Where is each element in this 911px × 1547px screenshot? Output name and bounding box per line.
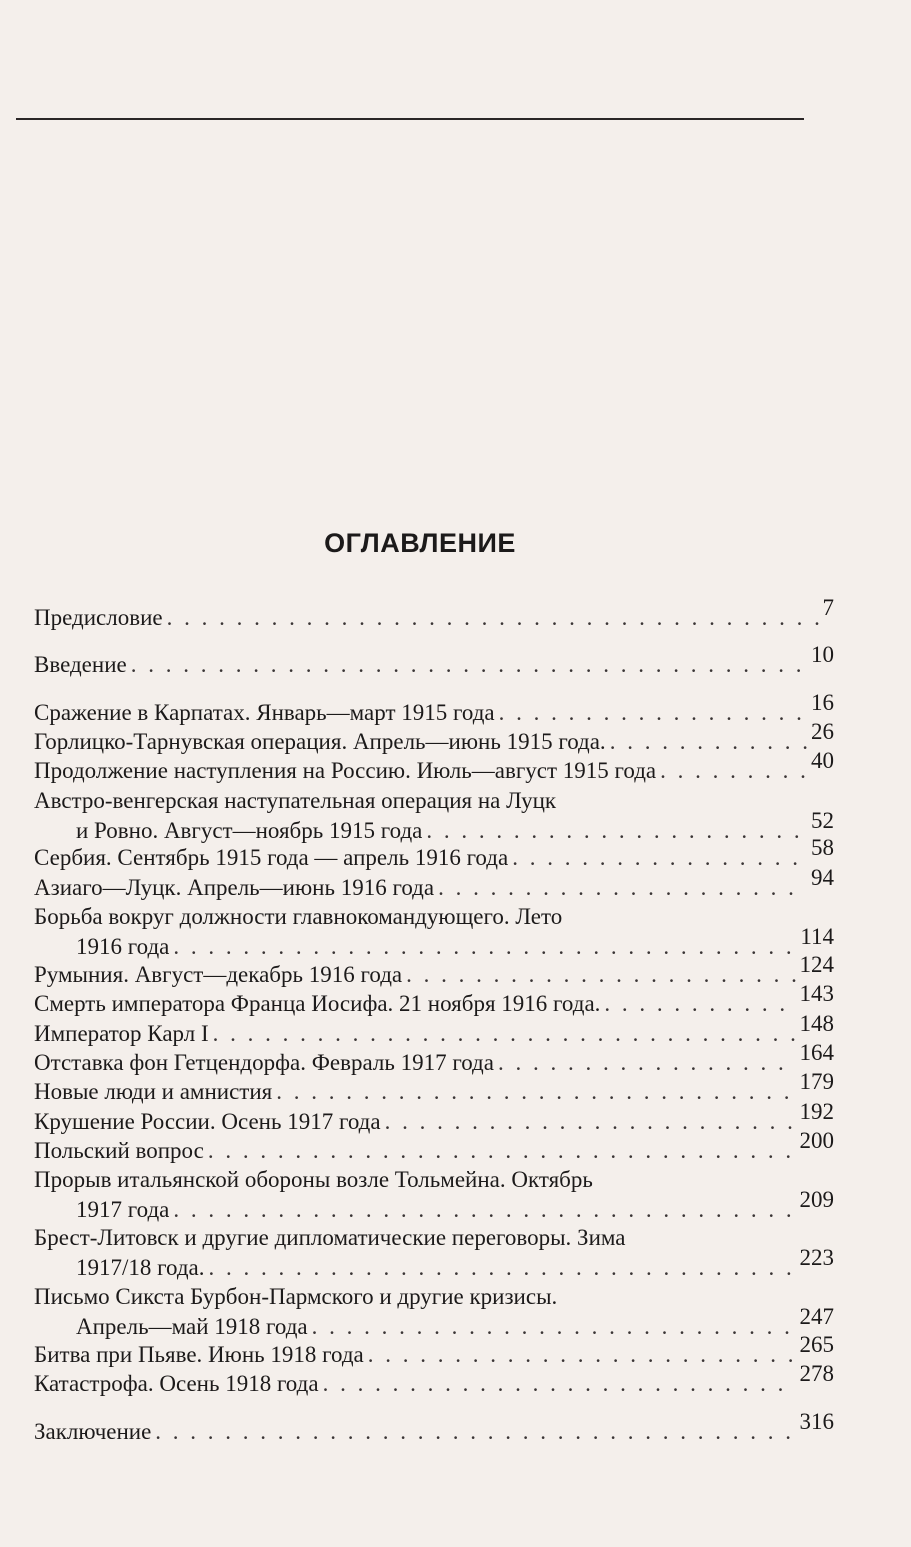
toc-entry-chapter-18[interactable] xyxy=(34,1332,834,1370)
dot-leader xyxy=(438,873,807,903)
toc-entry-chapter-6[interactable] xyxy=(34,865,834,903)
dot-leader xyxy=(499,698,807,728)
toc-entry-page: 223 xyxy=(799,1245,834,1270)
dot-leader xyxy=(209,1253,796,1283)
toc-entry-title: Сербия. Сентябрь 1915 года — апрель 1916 года xyxy=(34,845,509,870)
dot-leader xyxy=(131,650,807,680)
toc-entry-page: 200 xyxy=(799,1128,834,1153)
toc-entry-page: 10 xyxy=(811,642,834,667)
dot-leader xyxy=(498,1048,796,1078)
toc-entry-page: 7 xyxy=(822,595,834,620)
toc-entry-page: 148 xyxy=(799,1011,834,1036)
toc-entry-page: 265 xyxy=(799,1332,834,1357)
toc-entry-title: Введение xyxy=(34,652,127,677)
toc-entry-title: Отставка фон Гетцендорфа. Февраль 1917 года xyxy=(34,1050,494,1075)
toc-entry-chapter-14[interactable] xyxy=(34,1128,834,1166)
toc-entry-introduction[interactable] xyxy=(34,642,834,680)
toc-entry-chapter-4[interactable] xyxy=(34,786,834,846)
toc-entry-page: 124 xyxy=(799,952,834,977)
toc-entry-page: 316 xyxy=(799,1409,834,1434)
dot-leader xyxy=(213,1019,796,1049)
toc-entry-page: 16 xyxy=(811,690,834,715)
toc-entry-page: 143 xyxy=(799,981,834,1006)
toc-entry-title: Битва при Пьяве. Июнь 1918 года xyxy=(34,1342,364,1367)
toc-entry-page: 52 xyxy=(811,808,834,833)
toc-entry-title-continued: Апрель—май 1918 года xyxy=(76,1314,308,1339)
dot-leader xyxy=(610,727,807,757)
toc-entry-page: 209 xyxy=(799,1187,834,1212)
toc-entry-chapter-5[interactable] xyxy=(34,835,834,873)
toc-entry-title: Император Карл I xyxy=(34,1021,209,1046)
toc-entry-title: Борьба вокруг должности главнокомандующего. Лето xyxy=(34,904,563,929)
dot-leader xyxy=(604,989,795,1019)
dot-leader xyxy=(312,1312,796,1342)
toc-entry-chapter-17[interactable] xyxy=(34,1282,834,1342)
dot-leader xyxy=(385,1107,796,1137)
toc-entry-title: Новые люди и амнистия xyxy=(34,1079,273,1104)
dot-leader xyxy=(406,960,795,990)
toc-entry-chapter-10[interactable] xyxy=(34,1011,834,1049)
toc-entry-title: Польский вопрос xyxy=(34,1138,204,1163)
toc-entry-title-continued: 1916 года xyxy=(76,934,170,959)
toc-entry-chapter-9[interactable] xyxy=(34,981,834,1019)
toc-entry-title: Предисловие xyxy=(34,605,163,630)
toc-entry-title: Сражение в Карпатах. Январь—март 1915 года xyxy=(34,700,495,725)
dot-leader xyxy=(276,1077,795,1107)
toc-entry-title-continued: 1917 года xyxy=(76,1197,170,1222)
toc-entry-title: Австро-венгерская наступательная операция на Луцк xyxy=(34,788,557,813)
toc-entry-page: 114 xyxy=(800,924,834,949)
page-top-rule xyxy=(16,118,804,120)
toc-entry-title: Прорыв итальянской обороны возле Тольмейна. Октябрь xyxy=(34,1167,593,1192)
toc-entry-page: 94 xyxy=(811,865,834,890)
dot-leader xyxy=(323,1369,796,1399)
toc-entry-page: 164 xyxy=(799,1040,834,1065)
toc-entry-page: 278 xyxy=(799,1361,834,1386)
toc-entry-page: 40 xyxy=(811,748,834,773)
toc-entry-title: Азиаго—Луцк. Апрель—июнь 1916 года xyxy=(34,875,435,900)
toc-entry-title-continued: 1917/18 года. xyxy=(76,1255,205,1280)
toc-entry-title: Смерть императора Франца Иосифа. 21 ноября 1916 года. xyxy=(34,991,601,1016)
page-title: ОГЛАВЛЕНИЕ xyxy=(324,528,516,558)
toc-entry-title-continued: и Ровно. Август—ноябрь 1915 года xyxy=(76,818,423,843)
toc-entry-title: Брест-Литовск и другие дипломатические переговоры. Зима xyxy=(34,1225,626,1250)
dot-leader xyxy=(660,756,807,786)
toc-entry-title: Продолжение наступления на Россию. Июль—август 1915 года xyxy=(34,758,657,783)
dot-leader xyxy=(426,816,807,846)
toc-entry-chapter-11[interactable] xyxy=(34,1040,834,1078)
dot-leader xyxy=(167,603,819,633)
toc-entry-page: 179 xyxy=(799,1069,834,1094)
toc-entry-page: 192 xyxy=(799,1099,834,1124)
toc-entry-conclusion[interactable] xyxy=(34,1409,834,1447)
dot-leader xyxy=(512,843,807,873)
toc-entry-chapter-16[interactable] xyxy=(34,1223,834,1283)
toc-entry-chapter-8[interactable] xyxy=(34,952,834,990)
toc-entry-title: Заключение xyxy=(34,1419,152,1444)
toc-entry-chapter-19[interactable] xyxy=(34,1361,834,1399)
toc-entry-chapter-7[interactable] xyxy=(34,902,834,962)
toc-entry-title: Горлицко-Тарнувская операция. Апрель—июнь 1915 года. xyxy=(34,729,606,754)
dot-leader xyxy=(173,1195,795,1225)
toc-entry-page: 58 xyxy=(811,835,834,860)
toc-entry-chapter-1[interactable] xyxy=(34,690,834,728)
toc-entry-title: Крушение России. Осень 1917 года xyxy=(34,1109,381,1134)
toc-entry-title: Румыния. Август—декабрь 1916 года xyxy=(34,962,403,987)
toc-entry-chapter-2[interactable] xyxy=(34,719,834,757)
toc-entry-preface[interactable] xyxy=(34,595,834,633)
toc-entry-page: 247 xyxy=(799,1304,834,1329)
toc-entry-chapter-3[interactable] xyxy=(34,748,834,786)
toc-entry-chapter-15[interactable] xyxy=(34,1165,834,1225)
dot-leader xyxy=(173,932,796,962)
dot-leader xyxy=(208,1136,796,1166)
dot-leader xyxy=(155,1417,795,1447)
dot-leader xyxy=(368,1340,796,1370)
toc-entry-title: Катастрофа. Осень 1918 года xyxy=(34,1371,319,1396)
toc-entry-chapter-13[interactable] xyxy=(34,1099,834,1137)
toc-entry-page: 26 xyxy=(811,719,834,744)
toc-entry-title: Письмо Сикста Бурбон-Пармского и другие кризисы. xyxy=(34,1284,558,1309)
toc-entry-chapter-12[interactable] xyxy=(34,1069,834,1107)
